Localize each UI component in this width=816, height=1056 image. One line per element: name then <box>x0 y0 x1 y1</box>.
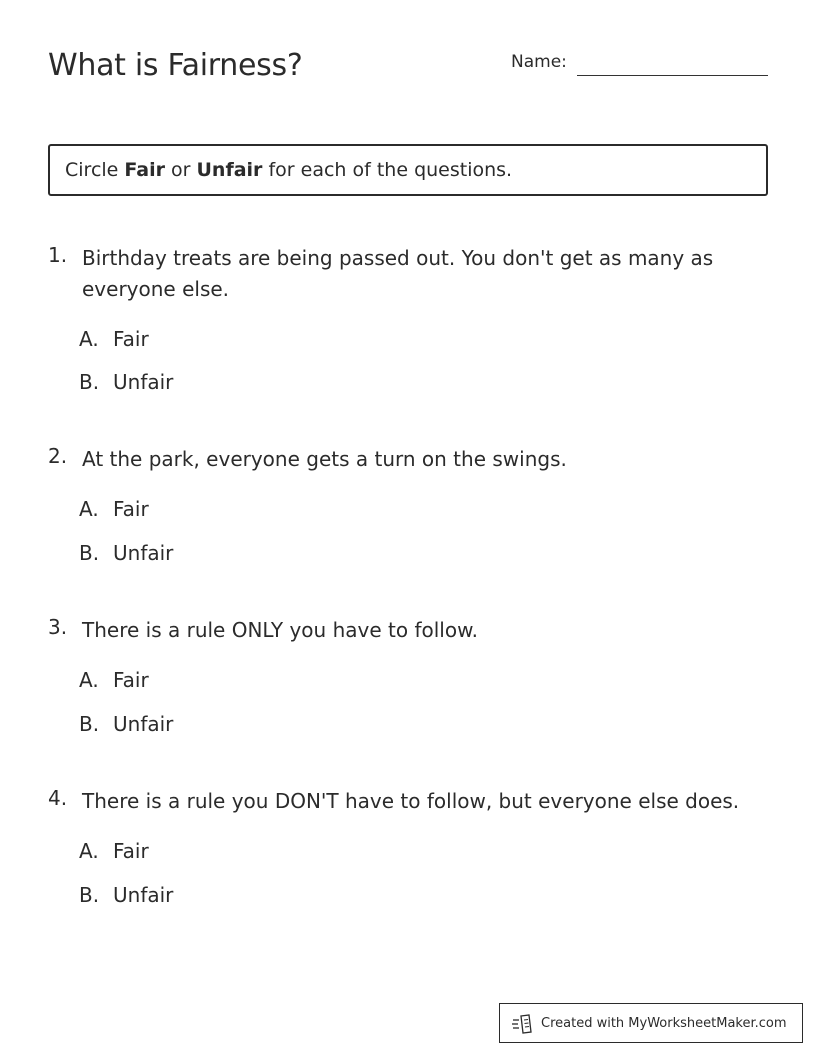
instructions-unfair: Unfair <box>196 159 263 181</box>
option-label: Fair <box>113 839 149 863</box>
option-b[interactable] <box>79 541 173 565</box>
question-number: 2. <box>48 444 68 468</box>
option-a[interactable] <box>79 839 149 863</box>
page-title: What is Fairness? <box>48 48 303 83</box>
question-text: Birthday treats are being passed out. You don't get as many as everyone else. <box>82 246 714 301</box>
question-1 <box>48 243 768 403</box>
instructions-prefix: Circle <box>65 159 125 181</box>
option-label: Fair <box>113 668 149 692</box>
question-3 <box>48 615 768 745</box>
option-label: Unfair <box>113 370 174 394</box>
option-label: Fair <box>113 497 149 521</box>
option-letter: B. <box>79 712 100 736</box>
option-letter: A. <box>79 327 99 351</box>
question-number: 4. <box>48 786 68 810</box>
instructions-box <box>48 144 768 196</box>
instructions-text <box>65 159 512 181</box>
name-field <box>511 52 768 78</box>
footer-badge[interactable] <box>499 1003 803 1043</box>
option-b[interactable] <box>79 712 173 736</box>
option-letter: B. <box>79 370 100 394</box>
option-label: Unfair <box>113 541 174 565</box>
name-blank-line <box>577 75 768 76</box>
question-number: 1. <box>48 243 68 267</box>
option-letter: A. <box>79 839 99 863</box>
instructions-middle: or <box>164 159 197 181</box>
option-letter: B. <box>79 883 100 907</box>
option-b[interactable] <box>79 370 173 394</box>
option-letter: B. <box>79 541 100 565</box>
instructions-fair: Fair <box>124 159 165 181</box>
question-number: 3. <box>48 615 68 639</box>
worksheet-maker-logo-icon <box>512 1014 534 1034</box>
option-b[interactable] <box>79 883 173 907</box>
option-a[interactable] <box>79 668 149 692</box>
option-letter: A. <box>79 497 99 521</box>
option-a[interactable] <box>79 497 149 521</box>
question-text: There is a rule ONLY you have to follow. <box>82 618 478 642</box>
question-4 <box>48 786 768 916</box>
option-label: Fair <box>113 327 149 351</box>
question-text: At the park, everyone gets a turn on the swings. <box>82 447 567 471</box>
option-label: Unfair <box>113 712 174 736</box>
option-a[interactable] <box>79 327 149 351</box>
question-text: There is a rule you DON'T have to follow, but everyone else does. <box>82 789 740 813</box>
footer-text: Created with MyWorksheetMaker.com <box>541 1016 787 1031</box>
option-letter: A. <box>79 668 99 692</box>
instructions-suffix: for each of the questions. <box>262 159 513 181</box>
option-label: Unfair <box>113 883 174 907</box>
name-label: Name: <box>511 52 567 72</box>
question-2 <box>48 444 768 574</box>
